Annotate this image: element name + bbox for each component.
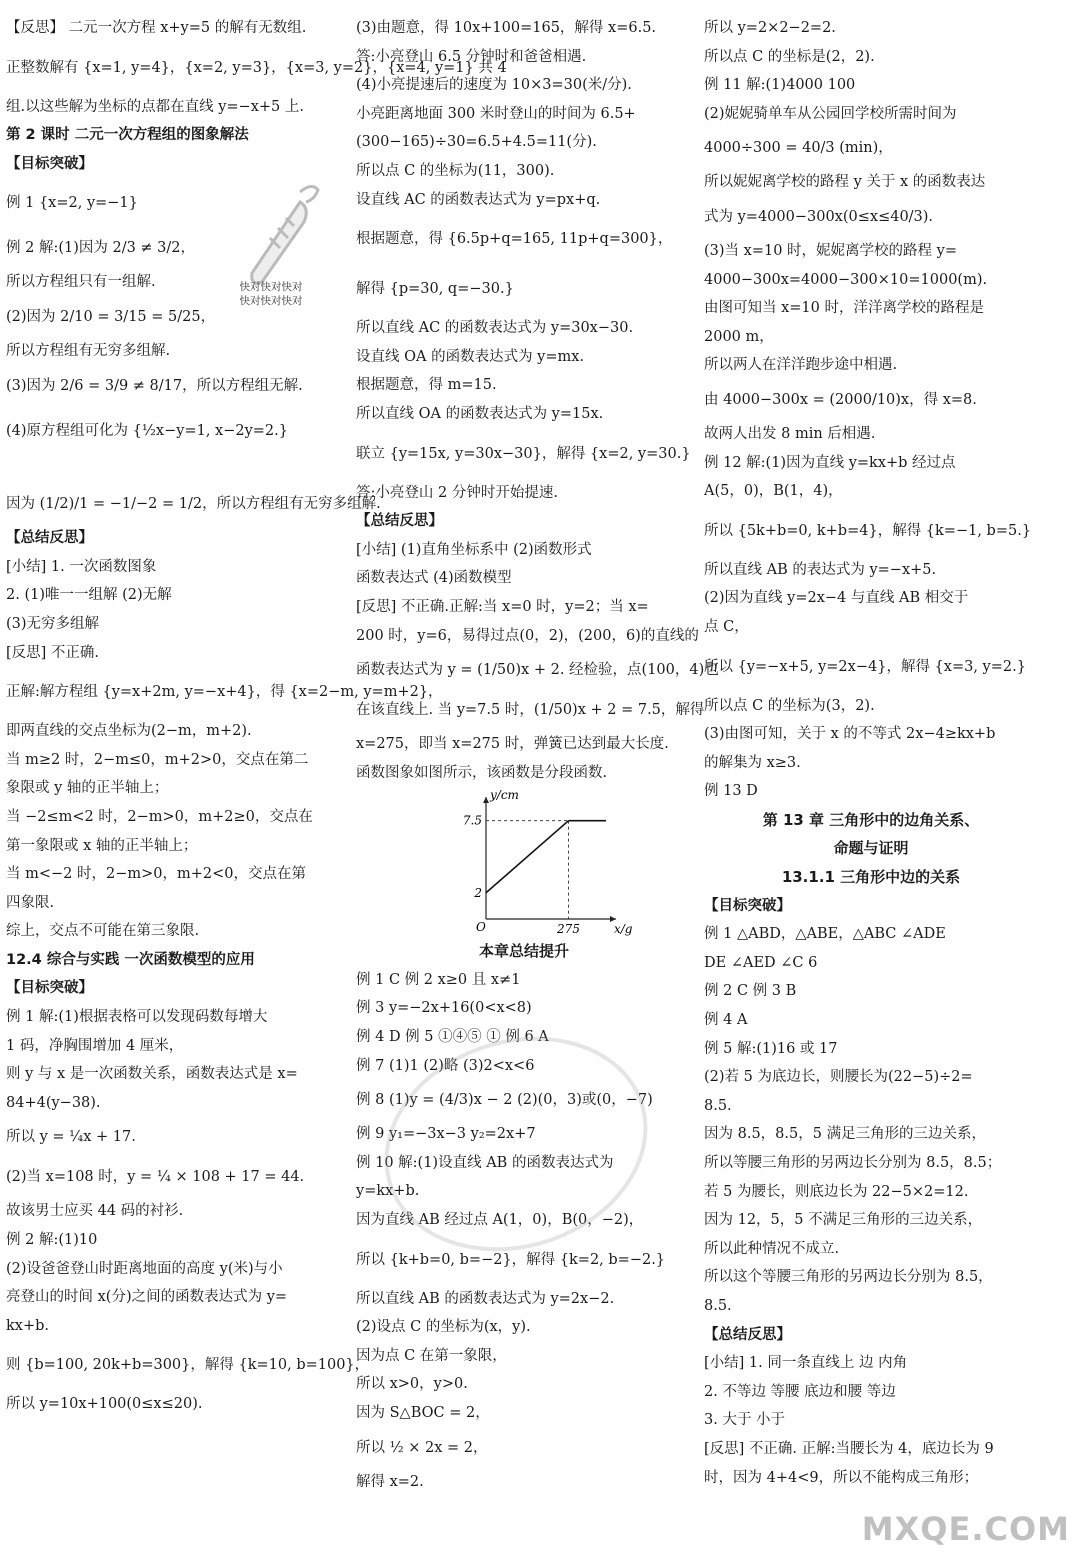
text-line: 则 y 与 x 是一次函数关系，函数表达式是 x= bbox=[6, 1066, 298, 1083]
text-line: (3)因为 2/6 = 3/9 ≠ 8/17，所以方程组无解. bbox=[6, 377, 303, 394]
text-line: 解得 {p=30, q=−30.} bbox=[356, 281, 514, 298]
carrot-caption-line: 快对快对快对 bbox=[239, 281, 303, 293]
text-line: 例 1 C 例 2 x≥0 且 x≠1 bbox=[356, 971, 521, 988]
text-line: [反思] 不正确. 正解:当腰长为 4，底边长为 9 bbox=[704, 1440, 994, 1457]
text-line: 3. 大于 小于 bbox=[704, 1412, 786, 1429]
text-line: 因为直线 AB 经过点 A(1，0)，B(0，−2)， bbox=[356, 1212, 644, 1229]
text-line: 200 时，y=6，易得过点(0，2)，(200，6)的直线的 bbox=[356, 627, 699, 644]
text-line: 的解集为 x≥3. bbox=[704, 754, 801, 771]
text-line: 4000−300x=4000−300×10=1000(m). bbox=[704, 271, 988, 288]
text-line: [小结] 1. 一次函数图象 bbox=[6, 558, 157, 575]
text-line: 式为 y=4000−300x(0≤x≤40/3). bbox=[704, 208, 934, 225]
spring-length-graph bbox=[356, 787, 692, 937]
text-line: 函数表达式 (4)函数模型 bbox=[356, 570, 512, 587]
text-line: 所以两人在洋洋跑步途中相遇. bbox=[704, 357, 898, 374]
text-line: 例 1 解:(1)根据表格可以发现码数每增大 bbox=[6, 1009, 268, 1026]
text-line: 函数表达式为 y = (1/50)x + 2. 经检验，点(100，4)也 bbox=[356, 662, 719, 679]
text-line: (2)设点 C 的坐标为(x，y). bbox=[356, 1319, 531, 1336]
text-line: 亮登山的时间 x(分)之间的函数表达式为 y= bbox=[6, 1289, 288, 1306]
text-line: 所以直线 OA 的函数表达式为 y=15x. bbox=[356, 405, 604, 422]
text-line: 所以直线 AC 的函数表达式为 y=30x−30. bbox=[356, 320, 634, 337]
text-line: 因为 8.5，8.5，5 满足三角形的三边关系， bbox=[704, 1126, 987, 1143]
text-line: 2. (1)唯一一组解 (2)无解 bbox=[6, 587, 172, 604]
text-line: (3)无穷多组解 bbox=[6, 615, 100, 632]
text-line: (2)若 5 为底边长，则腰长为(22−5)÷2= bbox=[704, 1069, 973, 1086]
text-line: 1 码，净胸围增加 4 厘米， bbox=[6, 1037, 184, 1054]
lesson-heading: 12.4 综合与实践 一次函数模型的应用 bbox=[6, 951, 255, 968]
text-line: 所以 {y=−x+5, y=2x−4}，解得 {x=3, y=2.} bbox=[704, 658, 1026, 675]
text-line: 例 13 D bbox=[704, 783, 758, 800]
text-line: 例 11 解:(1)4000 100 bbox=[704, 77, 856, 94]
text-line: 所以 y = ¼x + 17. bbox=[6, 1129, 136, 1146]
chapter-heading: 13.1.1 三角形中边的关系 bbox=[781, 868, 961, 887]
text-line: 所以点 C 的坐标为(3，2). bbox=[704, 697, 875, 714]
text-line: 例 8 (1)y = (4/3)x − 2 (2)(0，3)或(0，−7) bbox=[356, 1092, 653, 1109]
y-tick-label: 7.5 bbox=[462, 813, 482, 828]
lesson-heading: 第 2 课时 二元一次方程组的图象解法 bbox=[6, 127, 249, 144]
text-line: 8.5. bbox=[704, 1097, 732, 1114]
text-line: 所以 x>0，y>0. bbox=[356, 1376, 468, 1393]
section-label: 【目标突破】 bbox=[6, 980, 93, 997]
section-label: 【目标突破】 bbox=[704, 897, 791, 914]
text-line: 正解:解方程组 {y=x+2m, y=−x+4}，得 {x=2−m, y=m+2}， bbox=[6, 684, 443, 701]
text-line: kx+b. bbox=[6, 1317, 50, 1334]
text-line: 2. 不等边 等腰 底边和腰 等边 bbox=[704, 1383, 896, 1400]
text-line: (4)原方程组可化为 {½x−y=1, x−2y=2.} bbox=[6, 422, 288, 439]
section-label: 【总结反思】 bbox=[6, 530, 93, 547]
text-line: 由图可知当 x=10 时，洋洋离学校的路程是 bbox=[704, 300, 984, 317]
text-line: 正整数解有 {x=1, y=4}，{x=2, y=3}，{x=3, y=2}，{x=4, y=1} 共 4 bbox=[6, 59, 507, 76]
text-line: [小结] (1)直角坐标系中 (2)函数形式 bbox=[356, 541, 592, 558]
text-line: 所以等腰三角形的另两边长分别为 8.5，8.5； bbox=[704, 1155, 1002, 1171]
text-line: 所以 {5k+b=0, k+b=4}，解得 {k=−1, b=5.} bbox=[704, 522, 1032, 539]
text-line: y=kx+b. bbox=[356, 1183, 420, 1200]
text-line: 【反思】 二元一次方程 x+y=5 的解有无数组. bbox=[6, 20, 307, 36]
text-line: 例 7 (1)1 (2)略 (3)2<x<6 bbox=[356, 1057, 535, 1074]
series-segment bbox=[486, 821, 569, 893]
text-line: 例 1 {x=2, y=−1} bbox=[6, 195, 138, 212]
column-right bbox=[704, 14, 1038, 1492]
text-line: 例 1 △ABD，△ABE，△ABC ∠ADE bbox=[704, 926, 946, 943]
text-line: 例 9 y₁=−3x−3 y₂=2x+7 bbox=[356, 1126, 536, 1143]
text-line: 小亮距离地面 300 米时登山的时间为 6.5+ bbox=[356, 105, 636, 122]
text-line: 例 2 解:(1)10 bbox=[6, 1232, 98, 1249]
text-line: 根据题意，得 {6.5p+q=165, 11p+q=300}， bbox=[356, 231, 673, 248]
text-line: 点 C， bbox=[704, 618, 749, 635]
text-line: 在该直线上. 当 y=7.5 时，(1/50)x + 2 = 7.5，解得 bbox=[356, 702, 705, 719]
text-line: 所以直线 AB 的表达式为 y=−x+5. bbox=[704, 561, 937, 578]
text-line: 即两直线的交点坐标为(2−m，m+2). bbox=[6, 723, 252, 740]
text-line: (2)因为 2/10 = 3/15 = 5/25， bbox=[6, 308, 216, 325]
chapter-heading: 第 13 章 三角形中的边角关系、 bbox=[762, 810, 980, 829]
text-line: 例 2 C 例 3 B bbox=[704, 983, 797, 1000]
text-line: 设直线 AC 的函数表达式为 y=px+q. bbox=[356, 191, 601, 208]
text-line: x=275，即当 x=275 时，弹簧已达到最大长度. bbox=[356, 736, 669, 753]
text-line: 8.5. bbox=[704, 1297, 732, 1314]
text-line: 例 4 D 例 5 ①④⑤ ① 例 6 A bbox=[356, 1029, 549, 1046]
carrot-caption-line: 快对快对快对 bbox=[239, 295, 303, 307]
text-line: [小结] 1. 同一条直线上 边 内角 bbox=[704, 1355, 908, 1372]
text-line: 函数图象如图所示，该函数是分段函数. bbox=[356, 764, 608, 781]
text-line: (3)由图可知，关于 x 的不等式 2x−4≥kx+b bbox=[704, 726, 996, 743]
y-axis-label: y/cm bbox=[490, 788, 519, 803]
text-line: 例 2 解:(1)因为 2/3 ≠ 3/2， bbox=[6, 240, 196, 257]
text-line: 当 m<−2 时，2−m>0，m+2<0，交点在第 bbox=[6, 866, 306, 883]
text-line: (2)因为直线 y=2x−4 与直线 AB 相交于 bbox=[704, 590, 969, 607]
graph-container bbox=[356, 787, 692, 937]
text-line: 答:小亮登山 6.5 分钟时和爸爸相遇. bbox=[356, 48, 587, 65]
text-line: 设直线 OA 的函数表达式为 y=mx. bbox=[356, 348, 585, 365]
text-line: 答:小亮登山 2 分钟时开始提速. bbox=[356, 484, 558, 501]
text-line: 因为 12，5，5 不满足三角形的三边关系， bbox=[704, 1212, 983, 1229]
text-line: (300−165)÷30=6.5+4.5=11(分). bbox=[356, 134, 597, 151]
text-line: 根据题意，得 m=15. bbox=[356, 377, 497, 394]
text-line: 例 10 解:(1)设直线 AB 的函数表达式为 bbox=[356, 1154, 614, 1171]
section-label: 【总结反思】 bbox=[356, 513, 443, 530]
text-line: 所以这个等腰三角形的另两边长分别为 8.5， bbox=[704, 1269, 993, 1286]
text-line: [反思] 不正确.正解:当 x=0 时，y=2；当 x= bbox=[356, 598, 649, 615]
text-line: 故该男士应买 44 码的衬衫. bbox=[6, 1203, 184, 1220]
text-line: 若 5 为腰长，则底边长为 22−5×2=12. bbox=[704, 1183, 969, 1200]
text-line: 所以 y=2×2−2=2. bbox=[704, 20, 836, 36]
text-line: 四象限. bbox=[6, 894, 55, 911]
site-watermark: MXQE.COM bbox=[861, 1510, 1070, 1548]
text-line: 第一象限或 x 轴的正半轴上； bbox=[6, 837, 198, 854]
text-line: 综上，交点不可能在第三象限. bbox=[6, 923, 200, 940]
text-line bbox=[6, 456, 342, 485]
text-line: 故两人出发 8 min 后相遇. bbox=[704, 425, 876, 442]
text-line: 2000 m， bbox=[704, 328, 774, 345]
section-label: 【总结反思】 bbox=[704, 1326, 791, 1343]
text-line: 所以直线 AB 的函数表达式为 y=2x−2. bbox=[356, 1290, 615, 1307]
text-line: 所以方程组有无穷多组解. bbox=[6, 342, 171, 359]
text-line: 因为 S△BOC = 2， bbox=[356, 1405, 490, 1421]
chapter-heading: 命题与证明 bbox=[833, 839, 909, 858]
text-line: 由 4000−300x = (2000/10)x，得 x=8. bbox=[704, 391, 977, 408]
text-line: (2)妮妮骑单车从公园回学校所需时间为 bbox=[704, 105, 957, 122]
text-line: (3)当 x=10 时，妮妮离学校的路程 y= bbox=[704, 242, 957, 259]
text-line: 所以此种情况不成立. bbox=[704, 1240, 840, 1257]
text-line: 所以点 C 的坐标是(2，2). bbox=[704, 48, 875, 65]
text-line: (3)由题意，得 10x+100=165，解得 x=6.5. bbox=[356, 20, 657, 36]
chapter-heading: 本章总结提升 bbox=[478, 942, 569, 961]
text-line: 所以妮妮离学校的路程 y 关于 x 的函数表达 bbox=[704, 174, 986, 191]
text-line: 组.以这些解为坐标的点都在直线 y=−x+5 上. bbox=[6, 98, 304, 115]
text-line: 解得 x=2. bbox=[356, 1473, 424, 1490]
text-line: 例 5 解:(1)16 或 17 bbox=[704, 1040, 838, 1057]
text-line: 4000÷300 = 40/3 (min)， bbox=[704, 140, 893, 157]
text-line: 84+4(y−38). bbox=[6, 1094, 101, 1111]
y-axis-arrow-icon bbox=[483, 797, 489, 803]
text-line: DE ∠AED ∠C 6 bbox=[704, 954, 818, 971]
text-line: 例 3 y=−2x+16(0<x<8) bbox=[356, 1000, 532, 1017]
section-label: 【目标突破】 bbox=[6, 155, 93, 172]
text-line: 时，因为 4+4<9，所以不能构成三角形； bbox=[704, 1469, 979, 1486]
text-line: 所以 y=10x+100(0≤x≤20). bbox=[6, 1396, 203, 1413]
text-line: 例 12 解:(1)因为直线 y=kx+b 经过点 bbox=[704, 454, 956, 471]
text-line: [反思] 不正确. bbox=[6, 644, 100, 661]
text-line: 因为点 C 在第一象限， bbox=[356, 1347, 507, 1364]
x-tick-label: 275 bbox=[557, 922, 580, 937]
text-line: 所以点 C 的坐标为(11，300). bbox=[356, 162, 555, 179]
text-line: 联立 {y=15x, y=30x−30}，解得 {x=2, y=30.} bbox=[356, 445, 691, 462]
text-line: (2)设爸爸登山时距离地面的高度 y(米)与小 bbox=[6, 1260, 283, 1277]
text-line: 例 4 A bbox=[704, 1012, 748, 1029]
x-axis-label: x/g bbox=[614, 922, 633, 937]
text-line: 所以 {k+b=0, b=−2}，解得 {k=2, b=−2.} bbox=[356, 1251, 666, 1268]
text-line: 所以方程组只有一组解. bbox=[6, 274, 156, 291]
text-line: 所以 ½ × 2x = 2， bbox=[356, 1439, 488, 1456]
text-line: (2)当 x=108 时，y = ¼ × 108 + 17 = 44. bbox=[6, 1169, 305, 1186]
text-line: A(5，0)，B(1，4)， bbox=[704, 483, 843, 500]
text-line: 当 m≥2 时，2−m≤0，m+2>0，交点在第二 bbox=[6, 751, 309, 768]
y-tick-label: 2 bbox=[474, 886, 482, 901]
text-line: 则 {b=100, 20k+b=300}，解得 {k=10, b=100}， bbox=[6, 1357, 370, 1374]
text-line: 因为 (1/2)/1 = −1/−2 = 1/2，所以方程组有无穷多组解. bbox=[6, 496, 381, 513]
origin-label: O bbox=[476, 920, 486, 935]
text-line: 当 −2≤m<2 时，2−m>0，m+2≥0，交点在 bbox=[6, 808, 313, 825]
text-line: 象限或 y 轴的正半轴上； bbox=[6, 780, 169, 797]
carrot-caption bbox=[226, 280, 316, 308]
text-line: (4)小亮提速后的速度为 10×3=30(米/分). bbox=[356, 77, 632, 94]
